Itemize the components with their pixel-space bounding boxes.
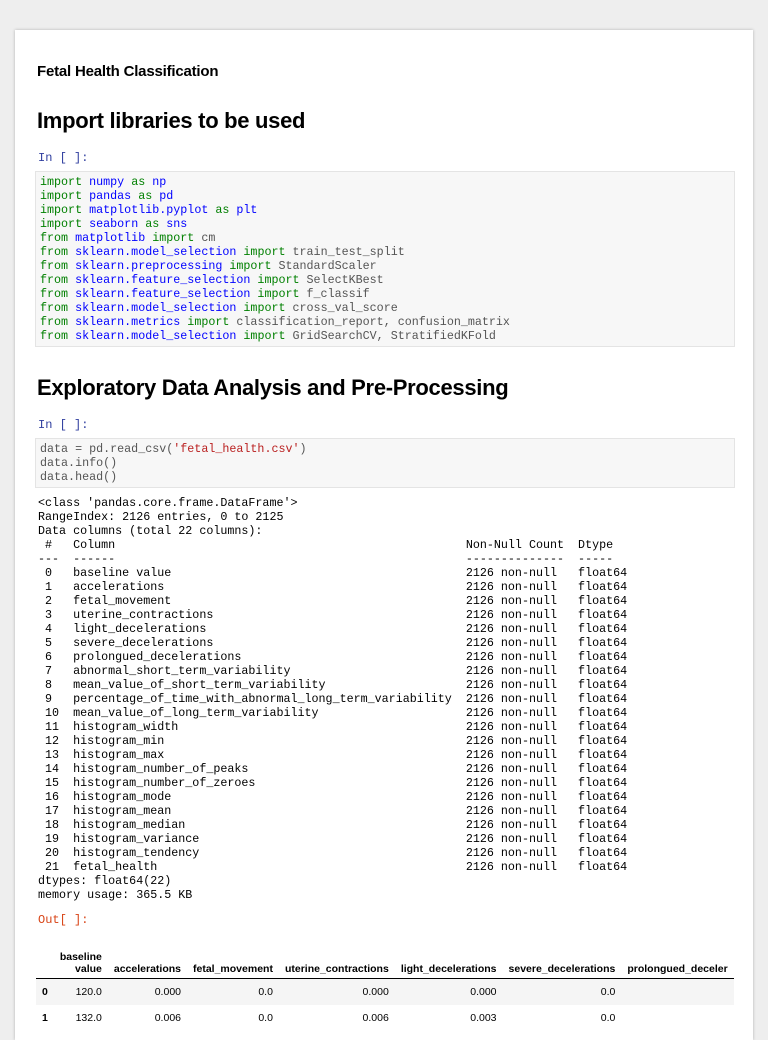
code-token: from <box>40 245 76 259</box>
code-token: plt <box>236 203 258 217</box>
notebook-page <box>15 30 753 1040</box>
code-token: import <box>145 231 202 245</box>
code-token: import <box>236 301 293 315</box>
column-header: fetal_movement <box>193 963 273 975</box>
input-prompt: In [ ]: <box>38 418 89 432</box>
table-cell: 0.000 <box>154 986 181 998</box>
code-token: import <box>222 259 279 273</box>
table-header-row <box>36 948 734 979</box>
code-token: numpy <box>89 175 125 189</box>
column-header: light_decelerations <box>400 963 497 975</box>
code-token: import <box>250 273 307 287</box>
table-cell: 0.0 <box>600 986 616 998</box>
code-token: ) <box>299 442 307 456</box>
column-header <box>36 948 54 979</box>
code-token: StandardScaler <box>278 259 377 273</box>
code-token: seaborn <box>89 217 139 231</box>
code-token: import <box>40 217 90 231</box>
code-token: as <box>138 217 167 231</box>
code-token: sklearn.feature_selection <box>75 287 251 301</box>
row-index: 1 <box>42 1012 48 1024</box>
code-token: import <box>180 315 237 329</box>
code-token: np <box>152 175 167 189</box>
code-token: cross_val_score <box>292 301 398 315</box>
code-token: cm <box>201 231 216 245</box>
code-token: from <box>40 273 76 287</box>
code-token: from <box>40 315 76 329</box>
table-cell: 0.003 <box>470 1012 497 1024</box>
output-prompt: Out[ ]: <box>38 913 89 927</box>
column-header: baseline value <box>59 951 102 975</box>
code-text[interactable] <box>36 172 734 346</box>
code-token: from <box>40 329 76 343</box>
cell-stdout: <class 'pandas.core.frame.DataFrame'> RangeIndex: 2126 entries, 0 to 2125 Data columns (total 22 columns): # Column Non-Null Count Dtype --- ------ -------------- ----- 0 baseline value 2126 non-null float64 1 accelerations 2126 non-null float64 2 fetal_movement 2126 non-null float64 3 uterine_contractions 2126 non-null float64 4 light_decelerations 2126 non-null float64 5 severe_decelerations 2126 non-null float64 6 prolongued_decelerations 2126 non-null float64 7 abnormal_short_term_variability 2126 non-null float64 8 mean_value_of_short_term_variability 2126 non-null float64 9 percentage_of_time_with_abnormal_long_term_variability 2126 non-null float64 10 mean_value_of_long_term_variability 2126 non-null float64 11 histogram_width 2126 non-null float64 12 histogram_min 2126 non-null float64 13 histogram_max 2126 non-null float64 14 histogram_number_of_peaks 2126 non-null float64 15 histogram_number_of_zeroes 2126 non-null float64 16 histogram_mode 2126 non-null float64 17 histogram_mean 2126 non-null float64 18 histogram_median 2126 non-null float64 19 histogram_variance 2126 non-null float64 20 histogram_tendency 2126 non-null float64 21 fetal_health 2126 non-null float64 dtypes: float64(22) memory usage: 365.5 KB <box>38 496 628 902</box>
table-cell: 0.006 <box>362 1012 389 1024</box>
section-heading-imports: Import libraries to be used <box>37 108 306 133</box>
code-token: matplotlib.pyplot <box>89 203 209 217</box>
code-token: data.info() <box>40 456 118 470</box>
code-token: import <box>40 175 90 189</box>
code-token: sklearn.preprocessing <box>75 259 223 273</box>
code-token: sklearn.feature_selection <box>75 273 251 287</box>
code-token: as <box>208 203 237 217</box>
table-body <box>36 979 734 1032</box>
code-token: import <box>40 189 90 203</box>
table-row <box>36 979 734 1006</box>
table-cell <box>621 1005 733 1031</box>
table-row <box>36 1005 734 1031</box>
code-token: pd <box>159 189 174 203</box>
code-token: 'fetal_health.csv' <box>173 442 300 456</box>
code-token: as <box>124 175 153 189</box>
code-token: import <box>236 245 293 259</box>
table-cell: 0.0 <box>600 1012 616 1024</box>
code-text[interactable] <box>36 439 734 487</box>
code-token: sklearn.model_selection <box>75 301 237 315</box>
code-token: classification_report, confusion_matrix <box>236 315 510 329</box>
code-token: SelectKBest <box>306 273 384 287</box>
code-token: import <box>40 203 90 217</box>
code-token: sklearn.model_selection <box>75 329 237 343</box>
table-cell: 132.0 <box>75 1012 102 1024</box>
row-index: 0 <box>42 986 48 998</box>
table-cell <box>621 979 733 1006</box>
code-token: import <box>236 329 293 343</box>
dataframe-table <box>36 948 734 1031</box>
code-token: import <box>250 287 307 301</box>
table-cell: 0.006 <box>154 1012 181 1024</box>
code-token: from <box>40 301 76 315</box>
code-token: from <box>40 259 76 273</box>
code-token: GridSearchCV, StratifiedKFold <box>292 329 496 343</box>
code-token: sklearn.model_selection <box>75 245 237 259</box>
section-heading-eda: Exploratory Data Analysis and Pre-Processing <box>37 375 509 400</box>
code-token: sns <box>166 217 188 231</box>
code-cell-imports[interactable] <box>35 171 735 347</box>
code-token: data.head() <box>40 470 118 484</box>
notebook-title: Fetal Health Classification <box>37 63 219 80</box>
table-cell: 120.0 <box>75 986 102 998</box>
code-token: from <box>40 231 76 245</box>
table-cell: 0.0 <box>258 986 273 998</box>
code-token: train_test_split <box>292 245 405 259</box>
code-token: as <box>131 189 160 203</box>
column-header: uterine_contractions <box>284 963 389 975</box>
column-header: prolongued_deceler <box>627 963 728 975</box>
table-cell: 0.000 <box>362 986 389 998</box>
column-header: accelerations <box>113 963 181 975</box>
table-cell: 0.0 <box>258 1012 273 1024</box>
code-token: sklearn.metrics <box>75 315 181 329</box>
input-prompt: In [ ]: <box>38 151 89 165</box>
code-token: matplotlib <box>75 231 146 245</box>
code-token: f_classif <box>306 287 370 301</box>
code-token: from <box>40 287 76 301</box>
table-cell: 0.000 <box>470 986 497 998</box>
column-header: severe_decelerations <box>508 963 616 975</box>
code-token: data = pd.read_csv( <box>40 442 174 456</box>
code-cell-eda[interactable] <box>35 438 735 488</box>
code-token: pandas <box>89 189 132 203</box>
